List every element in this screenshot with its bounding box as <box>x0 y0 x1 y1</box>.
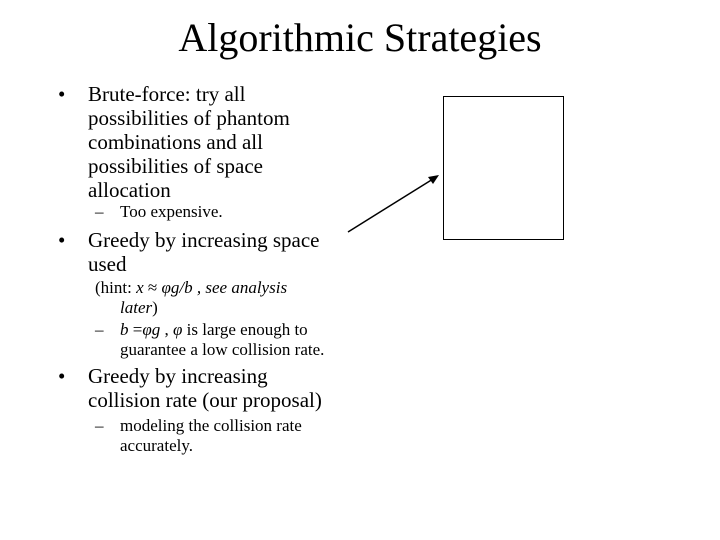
bullet-line: possibilities of space <box>88 154 263 178</box>
dash-symbol: – <box>95 416 104 435</box>
hint-variable: x <box>136 278 144 297</box>
bullet-line: possibilities of phantom <box>88 106 290 130</box>
dash-symbol: – <box>95 320 104 339</box>
sub-bullet-text: guarantee a low collision rate. <box>120 340 325 359</box>
bullet-brute-force <box>58 82 398 202</box>
sub-bullet-text: b =φg , φ is large enough to <box>120 320 308 339</box>
empty-figure-box <box>443 96 564 240</box>
arrow-head <box>428 175 439 184</box>
bullet-dot: • <box>58 364 66 388</box>
sub-bullet-text: modeling the collision rate <box>120 416 302 435</box>
bullet-dot: • <box>58 82 66 106</box>
bullet-greedy-space <box>58 228 388 276</box>
sub-bullet-modeling <box>95 416 355 456</box>
dash-symbol: – <box>95 202 104 221</box>
hint-text <box>95 278 365 318</box>
hint-line-1: (hint: x ≈ φg/b , see analysis <box>95 278 288 297</box>
bullet-line: combinations and all <box>88 130 263 154</box>
sub-bullet-too-expensive <box>95 202 295 222</box>
bullet-line: used <box>88 252 127 276</box>
hint-formula: φg/b <box>161 278 193 297</box>
sub-bullet-text: accurately. <box>120 436 193 455</box>
hint-line-2: later) <box>120 298 158 317</box>
bullet-line: allocation <box>88 178 171 202</box>
bullet-dot: • <box>58 228 66 252</box>
bullet-line: Brute-force: try all <box>88 82 246 106</box>
bullet-greedy-collision <box>58 364 388 412</box>
bullet-line: Greedy by increasing <box>88 364 268 388</box>
sub-bullet-text: Too expensive. <box>120 202 223 221</box>
bullet-line: collision rate (our proposal) <box>88 388 322 412</box>
slide-title: Algorithmic Strategies <box>178 15 542 60</box>
bullet-line: Greedy by increasing space <box>88 228 320 252</box>
sub-bullet-phi <box>95 320 375 360</box>
